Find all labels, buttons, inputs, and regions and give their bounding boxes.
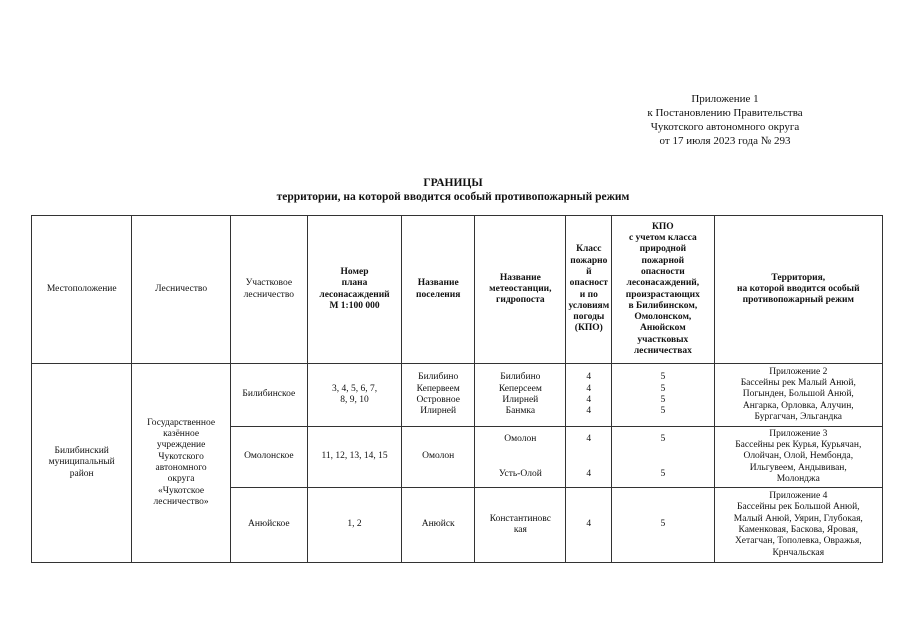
header-station: Название метеостанции, гидропоста bbox=[475, 216, 566, 364]
appendix-block bbox=[600, 92, 850, 148]
boundaries-table bbox=[31, 215, 883, 563]
appendix-line-1: Приложение 1 bbox=[691, 93, 759, 105]
kpo-natural-value-a: 5 bbox=[660, 433, 666, 444]
cell-district: Анюйское bbox=[230, 488, 307, 563]
cell-location: Билибинский муниципальный район bbox=[32, 364, 132, 563]
header-settlement: Название поселения bbox=[402, 216, 475, 364]
cell-kpo-natural: 5 bbox=[612, 488, 714, 563]
appendix-line-4: от 17 июля 2023 года № 293 bbox=[659, 135, 791, 147]
document-title bbox=[0, 176, 906, 204]
station-omolon: Омолон bbox=[504, 433, 537, 444]
header-kpo-natural: КПО с учетом класса природной пожарной опасности лесонасаждений, произрастающих в Билибинском, Омолонском, Анюйском участковых лесничествах bbox=[612, 216, 714, 364]
cell-kpo bbox=[566, 427, 612, 488]
cell-station: Билибино Кеперсеем Илирней Банмка bbox=[475, 364, 566, 427]
cell-kpo: 4 4 4 4 bbox=[566, 364, 612, 427]
cell-station: Константиновс кая bbox=[475, 488, 566, 563]
cell-station bbox=[475, 427, 566, 488]
station-ust-oloy: Усть-Олой bbox=[498, 469, 542, 479]
header-district: Участковое лесничество bbox=[230, 216, 307, 364]
kpo-value-a: 4 bbox=[586, 433, 592, 444]
cell-kpo-natural bbox=[612, 427, 714, 488]
cell-settlement: Билибино Кепервеем Островное Илирней bbox=[402, 364, 475, 427]
cell-plan: 1, 2 bbox=[307, 488, 401, 563]
cell-territory: Приложение 2 Бассейны рек Малый Анюй, Погынден, Большой Анюй, Ангарка, Орловка, Алучин, Бургагчан, Эльгандка bbox=[714, 364, 882, 427]
kpo-value-b: 4 bbox=[586, 469, 592, 479]
header-kpo: Класс пожарно й опасност и по условиям погоды (КПО) bbox=[566, 216, 612, 364]
cell-kpo-natural: 5 5 5 5 bbox=[612, 364, 714, 427]
cell-district: Билибинское bbox=[230, 364, 307, 427]
cell-settlement: Анюйск bbox=[402, 488, 475, 563]
title-sub: территории, на которой вводится особый противопожарный режим bbox=[276, 191, 630, 203]
cell-kpo: 4 bbox=[566, 488, 612, 563]
title-main: ГРАНИЦЫ bbox=[423, 177, 483, 189]
appendix-line-2: к Постановлению Правительства bbox=[647, 107, 803, 119]
header-location: Местоположение bbox=[32, 216, 132, 364]
header-territory: Территория, на которой вводится особый противопожарный режим bbox=[714, 216, 882, 364]
cell-territory: Приложение 3 Бассейны рек Курья, Курьячан, Олойчан, Олой, Нембонда, Ильгувеем, Андывиван, Молонджа bbox=[714, 427, 882, 488]
table-row bbox=[32, 364, 883, 427]
cell-plan: 3, 4, 5, 6, 7, 8, 9, 10 bbox=[307, 364, 401, 427]
cell-district: Омолонское bbox=[230, 427, 307, 488]
header-plan: Номер плана лесонасаждений М 1:100 000 bbox=[307, 216, 401, 364]
appendix-line-3: Чукотского автономного округа bbox=[650, 121, 800, 133]
header-row bbox=[32, 216, 883, 364]
cell-territory: Приложение 4 Бассейны рек Большой Анюй, Малый Анюй, Уярин, Глубокая, Каменковая, Баскова, Яровая, Хетагчан, Тополевка, Овражья, Крнчальская bbox=[714, 488, 882, 563]
cell-settlement: Омолон bbox=[402, 427, 475, 488]
header-forestry: Лесничество bbox=[132, 216, 230, 364]
cell-forestry: Государственное казённое учреждение Чукотского автономного округа «Чукотское лесничество» bbox=[132, 364, 230, 563]
cell-plan: 11, 12, 13, 14, 15 bbox=[307, 427, 401, 488]
kpo-natural-value-b: 5 bbox=[660, 469, 666, 479]
